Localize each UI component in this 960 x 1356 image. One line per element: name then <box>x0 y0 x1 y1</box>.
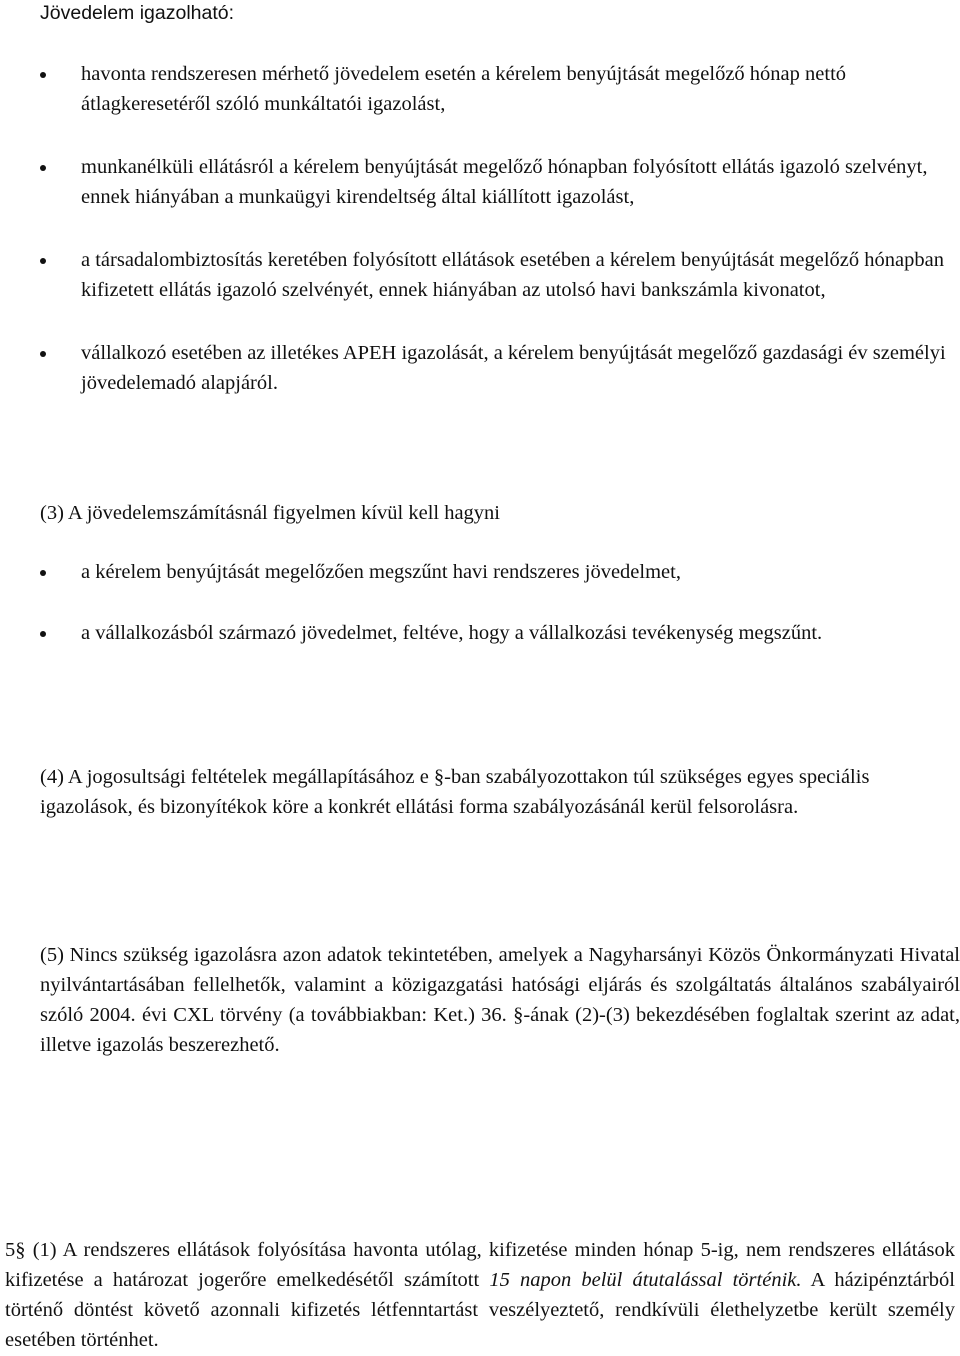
list-item <box>0 59 960 119</box>
list-item-text: a kérelem benyújtását megelőzően megszűnt havi rendszeres jövedelmet, <box>81 561 681 583</box>
list-item-text: havonta rendszeresen mérhető jövedelem esetén a kérelem benyújtását megelőző hónap nettó átlagkeresetéről szóló munkáltatói igazolást, <box>81 63 847 115</box>
list-item <box>0 152 960 212</box>
bullet-icon <box>40 570 46 576</box>
list-item-text: a vállalkozásból származó jövedelmet, feltéve, hogy a vállalkozási tevékenység megszűnt. <box>81 622 823 644</box>
list-item <box>0 557 960 587</box>
list-item-text: vállalkozó esetében az illetékes APEH igazolását, a kérelem benyújtását megelőző gazdasági év személyi jövedelemadó alapjáról. <box>81 342 946 394</box>
section-heading: Jövedelem igazolható: <box>40 2 235 24</box>
paragraph-section-5-emphasis: 15 napon belül átutalással történik. <box>489 1269 802 1291</box>
paragraph-section-5 <box>5 1235 955 1355</box>
list-item-text: a társadalombiztosítás keretében folyósított ellátások esetében a kérelem benyújtását megelőző hónapban kifizetett ellátás igazoló szelvényét, ennek hiányában az utolsó havi bankszámla kivonatot, <box>81 249 944 301</box>
bullet-icon <box>40 631 46 637</box>
bullet-icon <box>40 165 46 171</box>
excluded-income-list <box>0 557 960 648</box>
bullet-icon <box>40 72 46 78</box>
paragraph-section-5-text-end: A házipénztárból történő döntést követő azonnali kifizetés létfenntartást veszélyeztető, rendkívüli élethelyzetbe került személy esetében történhet. <box>5 1269 956 1351</box>
paragraph-4: (4) A jogosultsági feltételek megállapításához e §-ban szabályozottakon túl szükséges egyes speciális igazolások, és bizonyítékok köre a konkrét ellátási forma szabályozásánál kerül felsorolásra. <box>40 766 870 818</box>
list-item <box>0 338 960 398</box>
paragraph-section-5-text: 5§ (1) A rendszeres ellátások folyósítása havonta utólag, kifizetése minden hónap 5-ig, nem rendszeres ellátások kifizetése a határozat jogerőre emelkedésétől számított <box>5 1239 955 1291</box>
list-item <box>0 618 960 648</box>
bullet-icon <box>40 351 46 357</box>
list-item <box>0 245 960 305</box>
bullet-icon <box>40 258 46 264</box>
list-item-text: munkanélküli ellátásról a kérelem benyújtását megelőző hónapban folyósított ellátás igazoló szelvényt, ennek hiányában a munkaügyi kirendeltség által kiállított igazolást, <box>81 156 928 208</box>
income-proof-list <box>0 59 960 398</box>
paragraph-3: (3) A jövedelemszámításnál figyelmen kívül kell hagyni <box>40 502 500 524</box>
paragraph-5: (5) Nincs szükség igazolásra azon adatok tekintetében, amelyek a Nagyharsányi Közös Önkormányzati Hivatal nyilvántartásában fellelhetők, valamint a közigazgatási hatósági eljárás és szolgáltatás általános szabályairól szóló 2004. évi CXL törvény (a továbbiakban: Ket.) 36. §-ának (2)-(3) bekezdésében foglaltak szerint az adat, illetve igazolás beszerezhető. <box>40 944 960 1056</box>
